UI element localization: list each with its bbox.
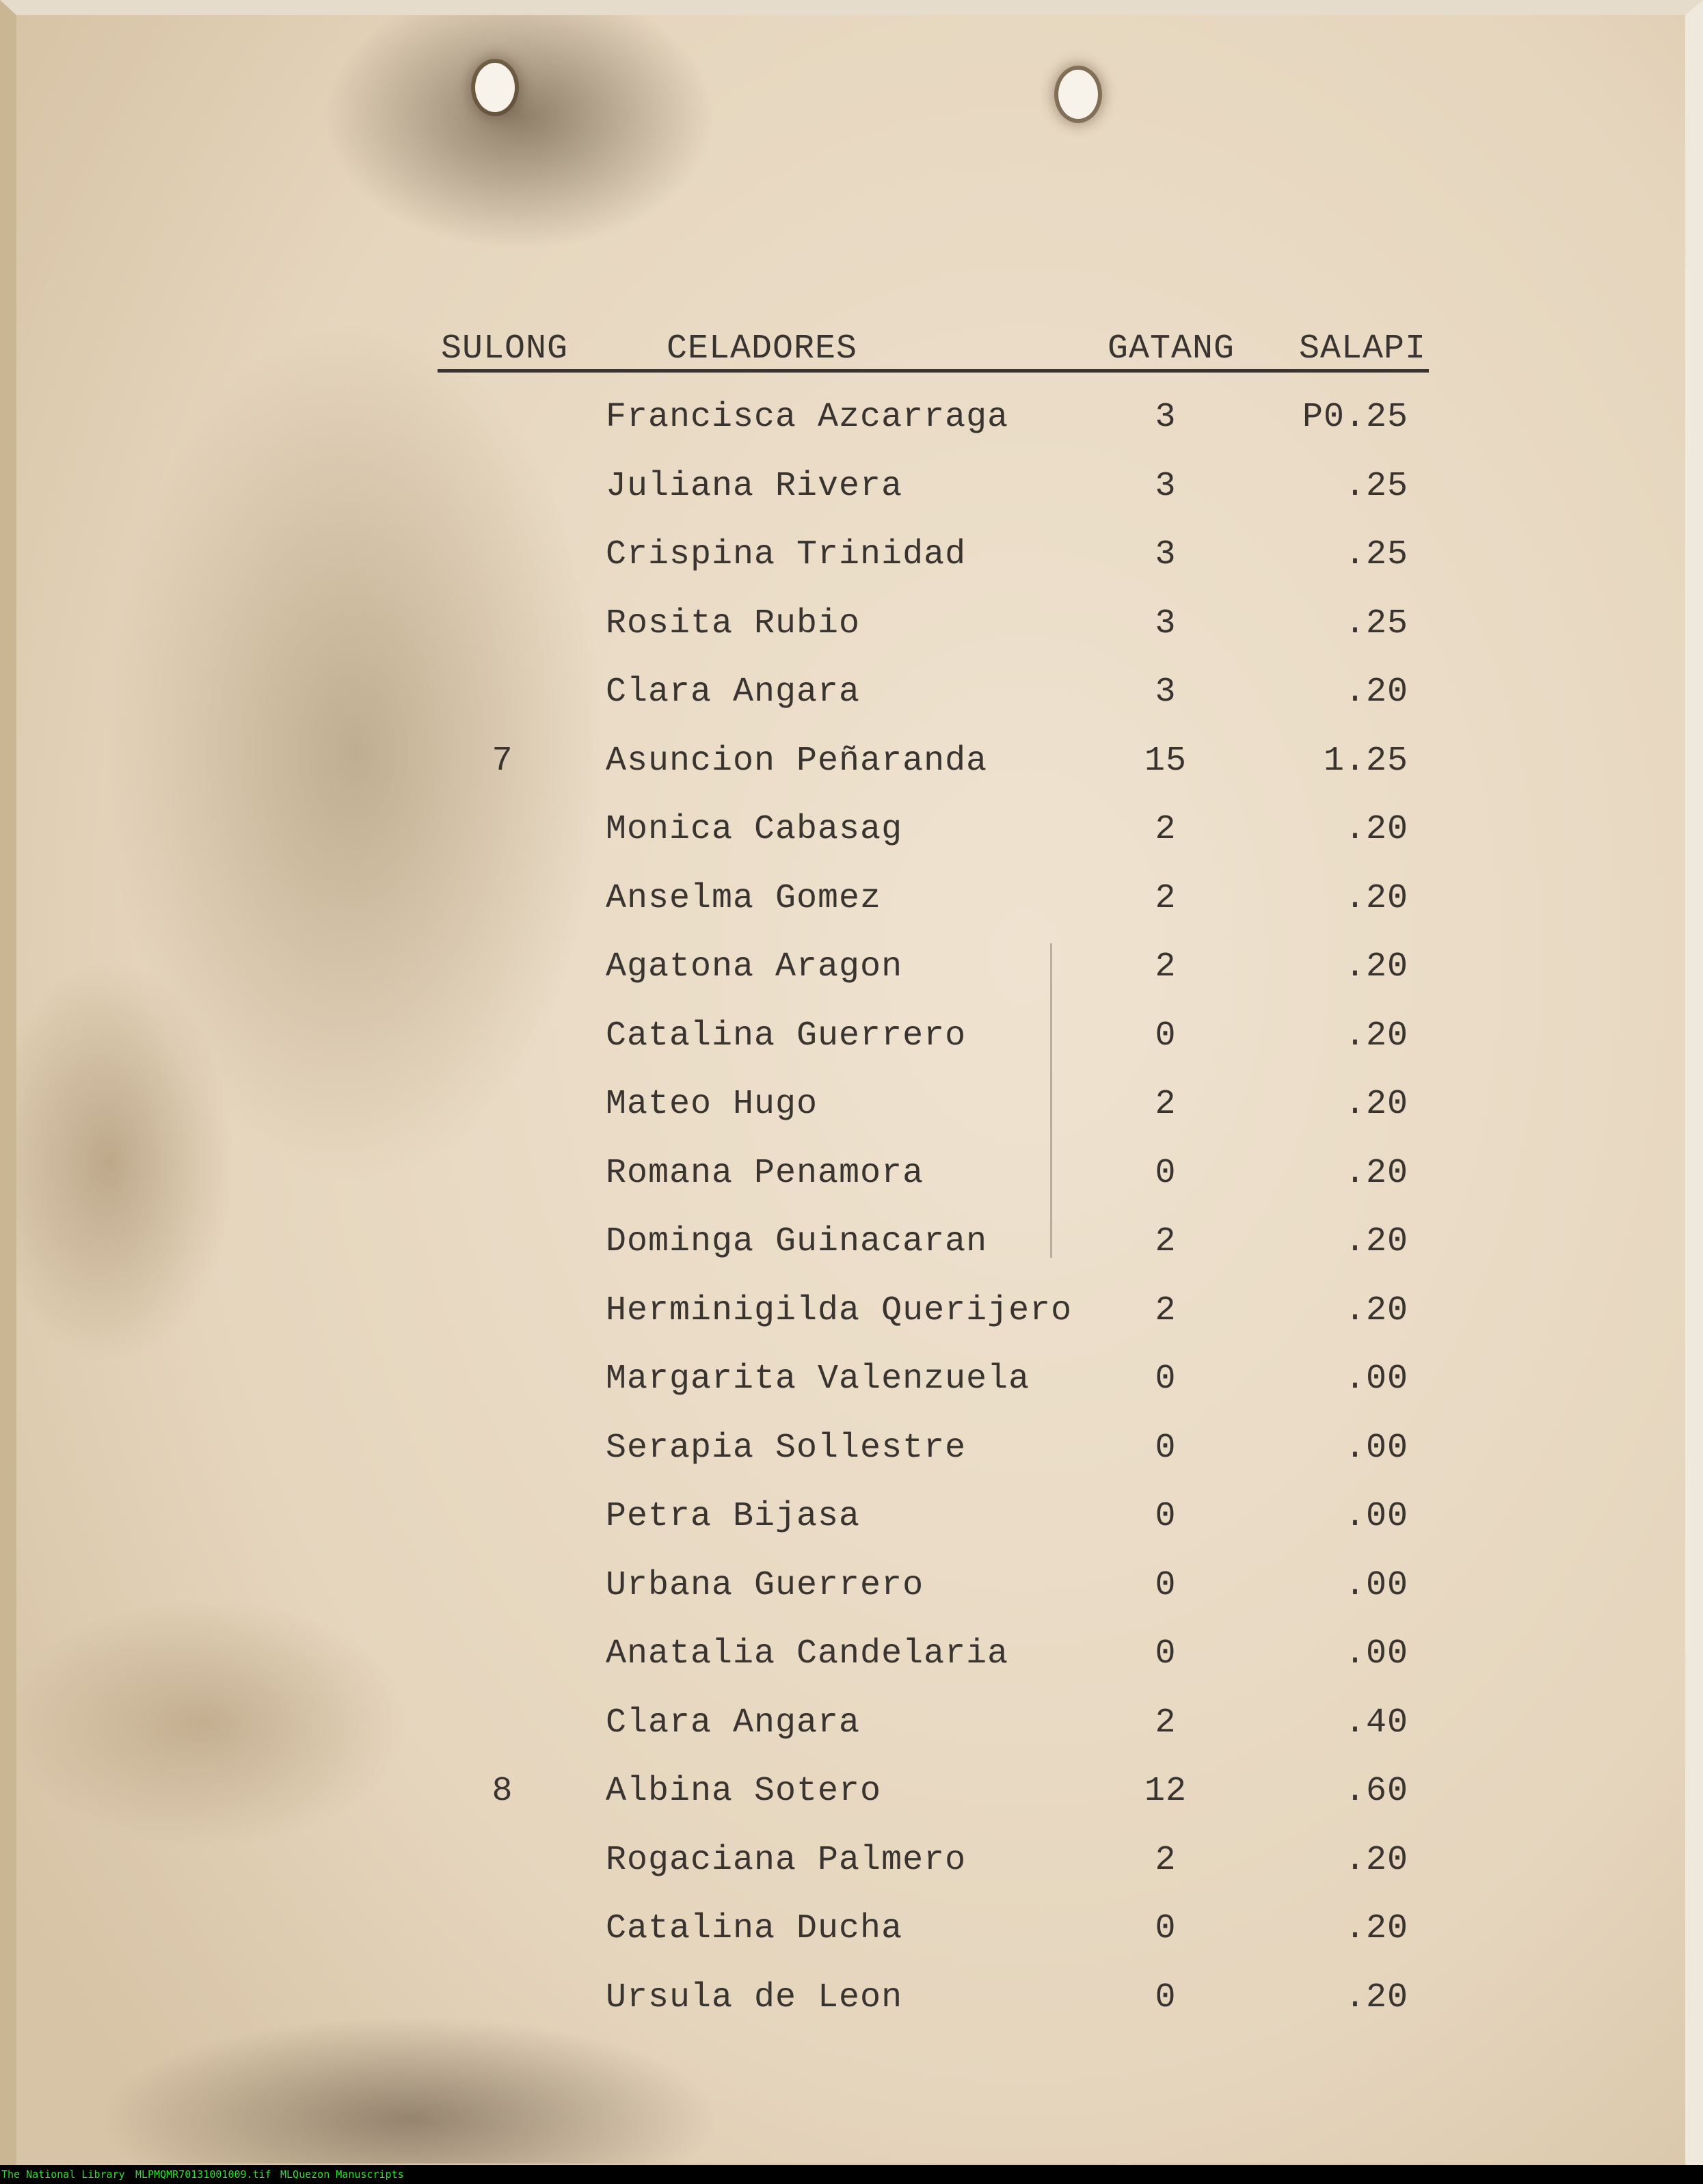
gatang-cell: 2 (1155, 810, 1177, 849)
gatang-cell: 2 (1155, 1291, 1177, 1330)
table-row (0, 1772, 1703, 1820)
salapi-cell: .40 (1344, 1703, 1408, 1742)
gatang-cell: 2 (1155, 1222, 1177, 1261)
table-row (0, 467, 1703, 515)
gatang-cell: 0 (1155, 1016, 1177, 1055)
table-row (0, 535, 1703, 583)
table-row (0, 1429, 1703, 1477)
gatang-cell: 3 (1155, 535, 1177, 574)
celador-name-cell: Albina Sotero (606, 1772, 882, 1811)
salapi-cell: .00 (1344, 1566, 1408, 1605)
salapi-cell: .20 (1344, 673, 1408, 712)
gatang-cell: 3 (1155, 467, 1177, 506)
gatang-cell: 2 (1155, 1703, 1177, 1742)
gatang-cell: 0 (1155, 1978, 1177, 2017)
celador-name-cell: Anatalia Candelaria (606, 1634, 1009, 1673)
table-row (0, 1978, 1703, 2026)
table-row (0, 1360, 1703, 1407)
celador-name-cell: Serapia Sollestre (606, 1429, 967, 1468)
celador-name-cell: Catalina Ducha (606, 1909, 903, 1948)
gatang-cell: 0 (1155, 1360, 1177, 1399)
salapi-cell: .25 (1344, 604, 1408, 643)
punch-hole-right (1058, 70, 1098, 119)
salapi-cell: .25 (1344, 535, 1408, 574)
sulong-cell: 7 (492, 742, 513, 781)
celador-name-cell: Clara Angara (606, 1703, 861, 1742)
celador-name-cell: Margarita Valenzuela (606, 1360, 1030, 1399)
table-header (438, 329, 1429, 370)
celador-name-cell: Juliana Rivera (606, 467, 903, 506)
gatang-cell: 3 (1155, 604, 1177, 643)
celador-name-cell: Rogaciana Palmero (606, 1841, 967, 1880)
celador-name-cell: Crispina Trinidad (606, 535, 967, 574)
table-row (0, 1909, 1703, 1957)
celador-name-cell: Urbana Guerrero (606, 1566, 924, 1605)
salapi-cell: .20 (1344, 947, 1408, 986)
gatang-cell: 3 (1155, 673, 1177, 712)
celador-name-cell: Herminigilda Querijero (606, 1291, 1073, 1330)
table-row (0, 1291, 1703, 1339)
table-row (0, 1085, 1703, 1133)
celador-name-cell: Dominga Guinacaran (606, 1222, 988, 1261)
header-underline (438, 369, 1429, 373)
celador-name-cell: Romana Penamora (606, 1154, 924, 1193)
salapi-cell: .20 (1344, 1154, 1408, 1193)
footer-library: The National Library (1, 2168, 125, 2181)
table-row (0, 1016, 1703, 1064)
sulong-cell: 8 (492, 1772, 513, 1811)
header-gatang: GATANG (1108, 329, 1235, 368)
header-celadores: CELADORES (667, 329, 858, 368)
celador-name-cell: Ursula de Leon (606, 1978, 903, 2017)
gatang-cell: 2 (1155, 947, 1177, 986)
table-row (0, 879, 1703, 927)
gatang-cell: 0 (1155, 1429, 1177, 1468)
gatang-cell: 3 (1155, 398, 1177, 437)
table-row (0, 1634, 1703, 1682)
table-row (0, 1497, 1703, 1545)
gatang-cell: 2 (1155, 1085, 1177, 1124)
scan-footer (0, 2165, 1703, 2184)
footer-filename: MLPMQMR70131001009.tif (135, 2168, 271, 2181)
table-row (0, 673, 1703, 720)
gatang-cell: 0 (1155, 1566, 1177, 1605)
header-sulong: SULONG (441, 329, 569, 368)
salapi-cell: .00 (1344, 1360, 1408, 1399)
table-row (0, 810, 1703, 858)
salapi-cell: .20 (1344, 1978, 1408, 2017)
table-row (0, 1566, 1703, 1614)
salapi-cell: P0.25 (1302, 398, 1408, 437)
gatang-cell: 0 (1155, 1909, 1177, 1948)
salapi-cell: .00 (1344, 1429, 1408, 1468)
salapi-cell: .20 (1344, 1085, 1408, 1124)
salapi-cell: .00 (1344, 1497, 1408, 1536)
celador-name-cell: Mateo Hugo (606, 1085, 818, 1124)
celador-name-cell: Agatona Aragon (606, 947, 903, 986)
gatang-cell: 12 (1144, 1772, 1187, 1811)
header-salapi: SALAPI (1299, 329, 1427, 368)
table-row (0, 604, 1703, 652)
salapi-cell: .20 (1344, 1291, 1408, 1330)
salapi-cell: .20 (1344, 1222, 1408, 1261)
salapi-cell: .00 (1344, 1634, 1408, 1673)
table-row (0, 1703, 1703, 1751)
gatang-cell: 15 (1144, 742, 1187, 781)
celador-name-cell: Petra Bijasa (606, 1497, 861, 1536)
salapi-cell: .25 (1344, 467, 1408, 506)
table-row (0, 1841, 1703, 1889)
gatang-cell: 2 (1155, 1841, 1177, 1880)
table-row (0, 742, 1703, 790)
gatang-cell: 0 (1155, 1634, 1177, 1673)
salapi-cell: .20 (1344, 1841, 1408, 1880)
salapi-cell: 1.25 (1323, 742, 1408, 781)
celador-name-cell: Clara Angara (606, 673, 861, 712)
gatang-cell: 0 (1155, 1154, 1177, 1193)
celador-name-cell: Catalina Guerrero (606, 1016, 967, 1055)
celador-name-cell: Monica Cabasag (606, 810, 903, 849)
salapi-cell: .20 (1344, 1016, 1408, 1055)
celador-name-cell: Rosita Rubio (606, 604, 861, 643)
table-row (0, 398, 1703, 446)
salapi-cell: .60 (1344, 1772, 1408, 1811)
celador-name-cell: Anselma Gomez (606, 879, 882, 918)
salapi-cell: .20 (1344, 1909, 1408, 1948)
table-row (0, 1154, 1703, 1202)
salapi-cell: .20 (1344, 810, 1408, 849)
gatang-cell: 2 (1155, 879, 1177, 918)
gatang-cell: 0 (1155, 1497, 1177, 1536)
celador-name-cell: Asuncion Peñaranda (606, 742, 988, 781)
salapi-cell: .20 (1344, 879, 1408, 918)
table-row (0, 947, 1703, 995)
table-row (0, 1222, 1703, 1270)
celador-name-cell: Francisca Azcarraga (606, 398, 1009, 437)
footer-collection: MLQuezon Manuscripts (280, 2168, 404, 2181)
punch-hole-left (475, 63, 515, 112)
